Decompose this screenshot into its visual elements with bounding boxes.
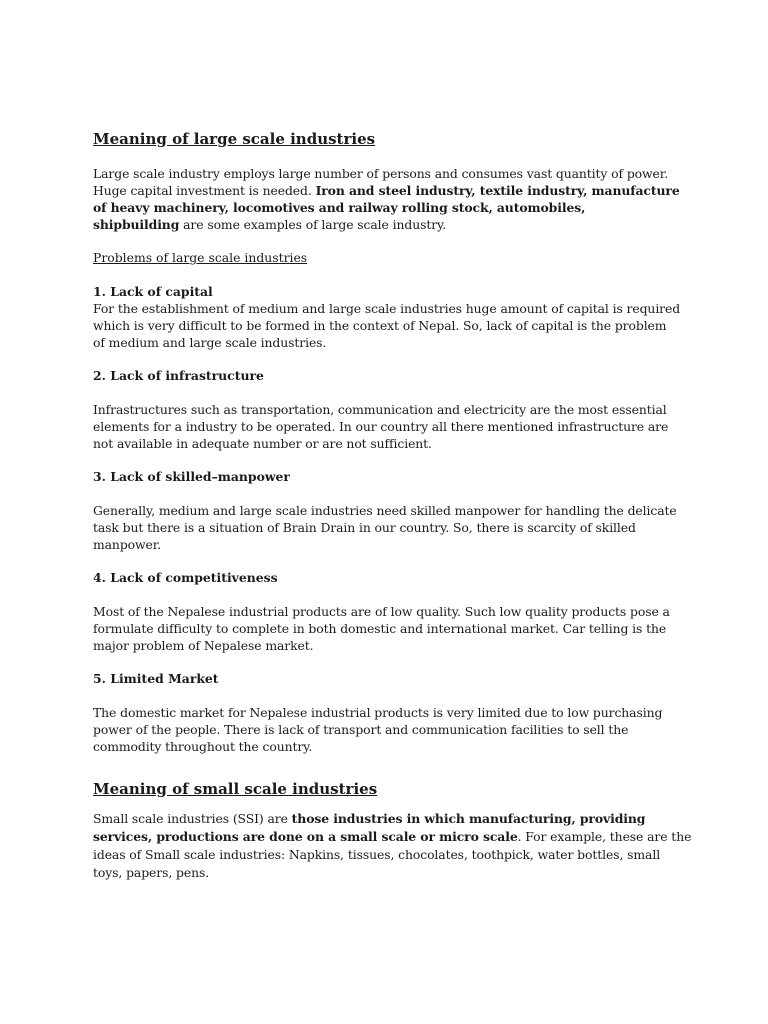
problem-line: Infrastructures such as transportation, communication and electricity are the most essential (93, 402, 667, 417)
problem-line: which is very difficult to be formed in the context of Nepal. So, lack of capital is the problem (93, 318, 667, 333)
problem-text (93, 603, 683, 654)
problems-title: Problems of large scale industries (93, 250, 308, 265)
intro-line-2 (93, 182, 683, 199)
small-scale-intro (93, 810, 692, 882)
small-line-4: toys, papers, pens. (93, 865, 210, 880)
problem-line: not available in adequate number or are not sufficient. (93, 436, 432, 451)
problem-line: For the establishment of medium and large scale industries huge amount of capital is required (93, 301, 681, 316)
intro-line-3 (93, 199, 683, 216)
problem-line: manpower. (93, 537, 162, 552)
problem-heading: 5. Limited Market (93, 671, 219, 686)
intro-line-2-text: Huge capital investment is needed. (93, 183, 316, 198)
problem-line: Most of the Nepalese industrial products are of low quality. Such low quality products pose a (93, 604, 670, 619)
intro-line-3-bold: of heavy machinery, locomotives and railway rolling stock, automobiles, (93, 200, 586, 215)
problem-line: major problem of Nepalese market. (93, 638, 314, 653)
problem-heading: 3. Lack of skilled–manpower (93, 469, 290, 484)
problem-line: Generally, medium and large scale industries need skilled manpower for handling the delicate (93, 503, 677, 518)
intro-line-4-text: are some examples of large scale industry. (179, 217, 447, 232)
small-line-2-text: . For example, these are the (517, 829, 692, 844)
small-line-2 (93, 828, 692, 846)
intro-line-1: Large scale industry employs large number of persons and consumes vast quantity of power. (93, 166, 669, 181)
small-scale-title: Meaning of small scale industries (93, 780, 378, 798)
problem-text (93, 502, 683, 553)
large-scale-title: Meaning of large scale industries (93, 130, 376, 148)
intro-line-4 (93, 216, 683, 233)
problem-heading: 4. Lack of competitiveness (93, 570, 278, 585)
problem-line: The domestic market for Nepalese industrial products is very limited due to low purchasing (93, 705, 663, 720)
problem-text (93, 401, 683, 452)
small-line-1-text: Small scale industries (SSI) are (93, 811, 292, 826)
problem-text (93, 704, 683, 755)
problem-line: formulate difficulty to complete in both domestic and international market. Car telling is the (93, 621, 667, 636)
problem-line: task but there is a situation of Brain Drain in our country. So, there is scarcity of skilled (93, 520, 636, 535)
small-line-2-bold: services, productions are done on a small scale or micro scale (93, 829, 518, 844)
large-scale-intro (93, 165, 683, 233)
problem-heading: 1. Lack of capital (93, 284, 213, 299)
problem-line: power of the people. There is lack of transport and communication facilities to sell the (93, 722, 629, 737)
small-line-3: ideas of Small scale industries: Napkins, tissues, chocolates, toothpick, water bottles, small (93, 847, 661, 862)
problem-line: of medium and large scale industries. (93, 335, 327, 350)
small-line-1 (93, 810, 683, 828)
problem-line: elements for a industry to be operated. In our country all there mentioned infrastructure are (93, 419, 669, 434)
small-line-1-bold: those industries in which manufacturing, providing (291, 811, 646, 826)
intro-line-4-bold: shipbuilding (93, 217, 180, 232)
problem-heading: 2. Lack of infrastructure (93, 368, 264, 383)
problem-line: commodity throughout the country. (93, 739, 313, 754)
problem-text (93, 300, 683, 351)
intro-line-2-bold: Iron and steel industry, textile industry, manufacture (315, 183, 680, 198)
document-page (93, 128, 692, 882)
